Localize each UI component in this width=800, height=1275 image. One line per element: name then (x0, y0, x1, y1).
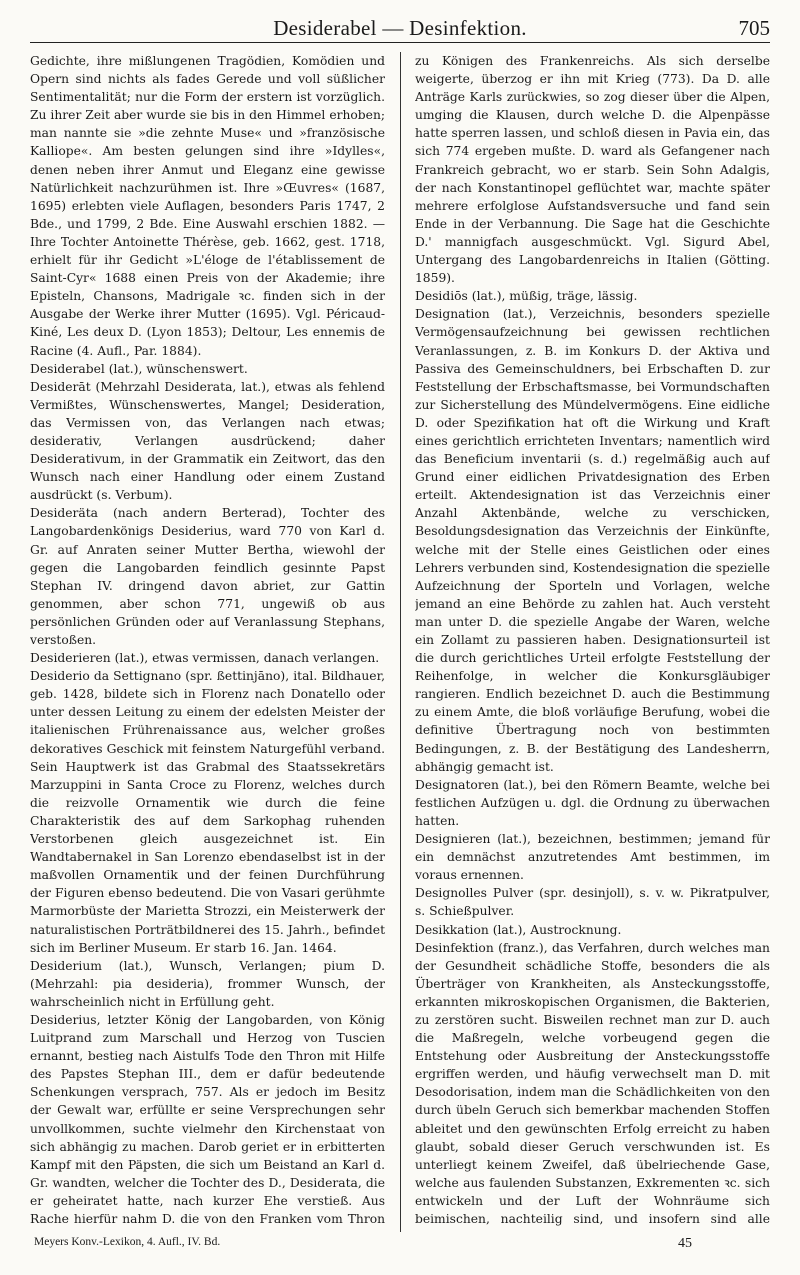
column-divider (400, 52, 401, 1232)
entry-desiderabel: Desiderabel (lat.), wünschenswert. (30, 361, 248, 376)
running-title: Desiderabel — Desinfektion. (273, 16, 527, 40)
entry-desiderio-da-settignano: Desiderio da Settignano (spr. ßettinjāno), ital. Bildhauer, geb. 1428, bildete sich in Florenz nach Donatello oder unter dessen Leitung zu einem der edelsten Meister der italienischen Frührenaissance aus, welcher großes dekoratives Geschick mit feinstem Naturgefühl verband. Sein Hauptwerk ist das Grabmal des Staatssekretärs Marzuppini in Santa Croce zu Florenz, welches durch die reizvolle Ornamentik wie durch die feine Charakteristik des auf dem Sarkophag ruhenden Verstorbenen gleich ausgezeichnet ist. Ein Wandtabernakel in San Lorenzo ebendaselbst ist in der maßvollen Ornamentik und der feinen Durchführung der Figuren ebenso bedeutend. Die von Vasari gerühmte Marmorbüste der Marietta Strozzi, ein Meisterwerk der naturalistischen Porträtbildnerei des 15. Jahrh., befindet sich im Berliner Museum. Er starb 16. Jan. 1464. (30, 669, 386, 955)
entry-designation: Designation (lat.), Verzeichnis, besonders spezielle Vermögensaufzeichnung bei gewissen rechtlichen Veranlassungen, z. B. im Konkurs D. der Aktiva und Passiva des Gemeinschuldners, bei Erbschaften D. zur Feststellung der Erbschaftsmasse, bei Vormundschaften zur Sicherstellung des Mündelvermögens. Eine eidliche D. oder Spezifikation hat oft die Wirkung und Kraft eines gerichtlich errichteten Inventars; namentlich wird das Beneficium inventarii (s. d.) regelmäßig auch auf Grund einer eidlichen Privatdesignation des Erben erteilt. Aktendesignation ist das Verzeichnis einer Anzahl Aktenbände, welche zu verschicken, Besoldungsdesignation das Verzeichnis der Einkünfte, welche mit der Stelle eines Geistlichen oder eines Lehrers verbunden sind, Kostendesignation die spezielle Aufzeichnung der Sporteln und Vorlagen, welche jemand an eine Behörde zu zahlen hat. Auch versteht man unter D. die spezielle Angabe der Waren, welche ein Zollamt zu passieren haben. Designationsurteil ist die durch gerichtliches Urteil erfolgte Feststellung der Reihenfolge, in welcher die Konkursgläubiger rangieren. Endlich bezeichnet D. auch die Bestimmung zu einem Amte, die bloß vorläufige Berufung, wobei die definitive Übertragung noch von bestimmten Bedingungen, z. B. der Bestätigung des Landesherrn, abhängig gemacht ist. (414, 307, 770, 774)
entry-desiderieren: Desiderieren (lat.), etwas vermissen, danach verlangen. (30, 651, 380, 666)
entry-desiderium: Desiderium (lat.), Wunsch, Verlangen; pium D. (Mehrzahl: pia desideria), frommer Wunsch, der wahrscheinlich nicht in Erfüllung geht. (30, 958, 386, 1009)
entry-desidios: Desidiōs (lat.), müßig, träge, lässig. (414, 289, 638, 304)
entry-desiderata: Desideräta (nach andern Berterad), Tochter des Langobardenkönigs Desiderius, ward 770 von Karl d. Gr. auf Anraten seiner Mutter Bertha, wiewohl der gegen die Langobarden feindlich gesinnte Papst Stephan IV. dringend davon abriet, zur Gattin genommen, aber schon 771, ungewiß ob aus persönlichen Gründen oder auf Veranlassung Stephans, verstoßen. (30, 506, 386, 647)
entry-desikkation: Desikkation (lat.), Austrocknung. (414, 922, 622, 937)
entry-desiderius-continued: zu Königen des Frankenreichs. Als sich derselbe weigerte, überzog er ihn mit Krieg (773). Da D. alle Anträge Karls zurückwies, so zog dieser über die Alpen, umging die Klausen, durch welche D. die Alpenpässe hatte sperren lassen, und schloß diesen in Pavia ein, das sich 774 ergeben mußte. D. ward als Gefangener nach Frankreich gebracht, wo er starb. Sein Sohn Adalgis, der nach Konstantinopel geflüchtet war, machte später mehrere erfolglose Aufstandsversuche und fand sein Ende in der Verbannung. Die Sage hat die Geschichte D.' mannigfach ausgeschmückt. Vgl. Sigurd Abel, Untergang des Langobardenreichs in Italien (Götting. 1859). (414, 54, 770, 286)
entry-designieren: Designieren (lat.), bezeichnen, bestimmen; jemand für ein demnächst anzutretendes Amt bestimmen, im voraus ernennen. (414, 832, 770, 883)
entry-desiderius: Desiderius, letzter König der Langobarden, von König Luitprand zum Marschall und Herzog von Tuscien ernannt, bestieg nach Aistulfs Tode den Thron mit Hilfe des Papstes Stephan III., dem er dafür bedeutende Schenkungen versprach, 757. Als er jedoch im Besitz der Gewalt war, erfüllte er seine Versprechungen sehr unvollkommen, suchte vielmehr den Kirchenstaat von sich abhängig zu machen. Darob geriet er in erbitterten Kampf mit den Päpsten, die sich um Beistand an Karl d. Gr. wandten, welcher die Tochter des D., Desiderata, die er geheiratet hatte, nach kurzer Ehe verstieß. Aus Rache hierfür nahm D. die von den Franken vom Thron (30, 1012, 386, 1226)
text-columns (30, 52, 770, 1232)
page-header (30, 14, 770, 43)
left-column (30, 52, 385, 1232)
page-footer (30, 1236, 770, 1258)
right-column (415, 52, 770, 1232)
entry-designatoren: Designatoren (lat.), bei den Römern Beamte, welche bei festlichen Aufzügen u. dgl. die Ordnung zu überwachen hatten. (414, 777, 770, 828)
entry-desinfektion: Desinfektion (franz.), das Verfahren, durch welches man der Gesundheit schädliche Stoffe, besonders die als Überträger von Krankheiten, als Ansteckungsstoffe, erkannten mikroskopischen Organismen, die Bakterien, zu zerstören sucht. Bisweilen rechnet man zur D. auch die Maßregeln, welche vorbeugend gegen die Entstehung oder Ausbreitung der Ansteckungsstoffe ergriffen werden, und häufig verwechselt man D. mit Desodorisation, indem man die Schädlichkeiten von den durch übeln Geruch sich bemerkbar machenden Stoffen ableitet und den gewünschten Erfolg erreicht zu haben glaubt, sobald dieser Geruch verschwunden ist. Es unterliegt keinem Zweifel, daß übelriechende Gase, welche aus faulenden Substanzen, Exkrementen ꝛc. sich entwickeln und der Luft der Wohnräume sich beimischen, nachteilig sind, und insofern sind alle (414, 940, 770, 1226)
entry-desiderat: Desiderāt (Mehrzahl Desiderata, lat.), etwas als fehlend Vermißtes, Wünschenswertes, Mangel; Desideration, das Vermissen von, das Verlangen nach etwas; desiderativ, Verlangen ausdrückend; daher Desiderativum, in der Grammatik ein Zeitwort, das den Wunsch nach einer Handlung oder einem Zustand ausdrückt (s. Verbum). (30, 379, 386, 503)
page-number: 705 (738, 16, 770, 40)
publisher-imprint: Meyers Konv.-Lexikon, 4. Aufl., IV. Bd. (34, 1236, 221, 1248)
sheet-signature: 45 (678, 1236, 692, 1251)
entry-continuation: Gedichte, ihre mißlungenen Tragödien, Komödien und Opern sind nichts als fades Gerede und voll süßlicher Sentimentalität; nur die Form der erstern ist vorzüglich. Zu ihrer Zeit aber wurde sie bis in den Himmel erhoben; man nannte sie »die zehnte Muse« und »französische Kalliope«. Am besten gelungen sind ihre »Idylles«, denen neben ihrer Anmut und Eleganz eine gewisse Natürlichkeit nachzurühmen ist. Ihre »Œuvres« (1687, 1695) erlebten viele Auflagen, besonders Paris 1747, 2 Bde., und 1799, 2 Bde. Eine Auswahl erschien 1882. — Ihre Tochter Antoinette Thérèse, geb. 1662, gest. 1718, erhielt für ihr Gedicht »L'éloge de l'établissement de Saint-Cyr« 1688 einen Preis von der Akademie; ihre Episteln, Chansons, Madrigale ꝛc. finden sich in der Ausgabe der Werke ihrer Mutter (1695). Vgl. Péricaud-Kiné, Les deux D. (Lyon 1853); Deltour, Les ennemis de Racine (4. Aufl., Par. 1884). (30, 54, 386, 358)
entry-designolles-pulver: Designolles Pulver (spr. desinjoll), s. v. w. Pikratpulver, s. Schießpulver. (414, 886, 770, 919)
